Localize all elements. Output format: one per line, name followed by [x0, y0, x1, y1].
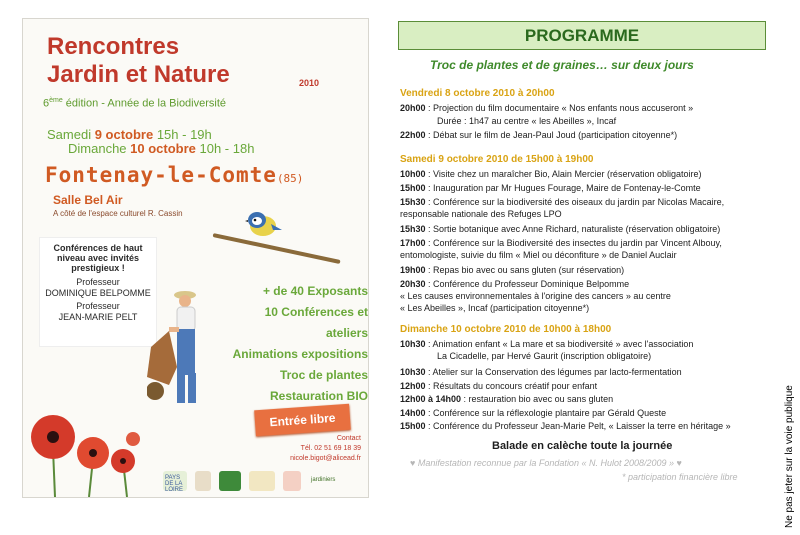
flyer-date-sunday: Dimanche 10 octobre 10h - 18h — [68, 141, 255, 156]
event-line: 15h00 : Conférence du Professeur Jean-Marie Pelt, « Laisser la terre en héritage » — [400, 421, 731, 431]
event-line: 10h00 : Visite chez un maraîcher Bio, Alain Mercier (réservation obligatoire) — [400, 169, 702, 179]
event-line: « Les causes environnementales à l'origine des cancers » au centre — [400, 291, 671, 301]
event-line: 15h30 : Sortie botanique avec Anne Richard, naturaliste (réservation obligatoire) — [400, 224, 721, 234]
event-line: 20h30 : Conférence du Professeur Dominique Belpomme — [400, 279, 630, 289]
invite-intro: Conférences de haut niveau avec invités prestigieux ! — [53, 243, 143, 273]
event-line: La Cicadelle, par Hervé Gaurit (inscription obligatoire) — [437, 351, 652, 361]
feature-item: Troc de plantes — [279, 368, 368, 382]
contact-label: Contact — [336, 435, 361, 442]
blue-tit-bird-icon — [245, 208, 283, 240]
day-heading-friday: Vendredi 8 octobre 2010 à 20h00 — [400, 88, 555, 99]
region-logo-text: PAYS DE LA LOIRE — [165, 475, 184, 493]
flyer-date-saturday: Samedi 9 octobre 15h - 19h — [47, 127, 212, 142]
event-line: 20h00 : Projection du film documentaire « Nos enfants nous accuseront » — [400, 103, 694, 113]
partner-logo — [219, 471, 241, 491]
contact-block — [271, 434, 361, 464]
flyer-title — [47, 33, 230, 89]
prof2-title: Professeur — [76, 301, 120, 311]
partner-logo — [249, 471, 275, 491]
event-line: 10h30 : Atelier sur la Conservation des légumes par lacto-fermentation — [400, 367, 682, 377]
day-heading-saturday: Samedi 9 octobre 2010 de 15h00 à 19h00 — [400, 154, 594, 165]
event-line: 14h00 : Conférence sur la réflexologie plantaire par Gérald Queste — [400, 408, 667, 418]
feature-item: Restauration BIO — [269, 389, 368, 403]
disposal-notice: Ne pas jeter sur la voie publique — [784, 385, 795, 528]
free-entry-badge: Entrée libre — [254, 404, 351, 437]
partner-logo — [283, 471, 301, 491]
flyer-venue-detail: A côté de l'espace culturel R. Cassin — [53, 209, 183, 218]
event-line: 22h00 : Débat sur le film de Jean-Paul Joud (participation citoyenne*) — [400, 130, 678, 140]
gardener-wheelbarrow-illustration — [147, 287, 217, 427]
programme-title: PROGRAMME — [398, 21, 766, 50]
event-line: entomologiste, suivie du film « Miel ou déconfiture » de Daniel Auclair — [400, 250, 677, 260]
poppies-illustration — [23, 399, 153, 497]
flyer-edition: 6ème édition - Année de la Biodiversité — [43, 97, 227, 110]
event-line: 17h00 : Conférence sur la Biodiversité des insectes du jardin par Vincent Albouy, — [400, 238, 722, 248]
carriage-ride-note: Balade en calèche toute la journée — [492, 440, 673, 452]
invited-speakers-box — [39, 237, 157, 347]
feature-item: 10 Conférences et ateliers — [264, 305, 368, 340]
participation-note: * participation financière libre — [622, 472, 738, 482]
flyer-year: 2010 — [299, 78, 320, 88]
event-line: « Les Abeilles », Incaf (participation citoyenne*) — [400, 303, 590, 313]
prof1-name: DOMINIQUE BELPOMME — [45, 288, 151, 298]
contact-phone: Tél. 02 51 69 18 39 — [300, 445, 361, 452]
prof1-title: Professeur — [76, 277, 120, 287]
day-heading-sunday: Dimanche 10 octobre 2010 de 10h00 à 18h00 — [400, 324, 612, 335]
flyer-venue: Salle Bel Air — [53, 193, 123, 207]
event-line: responsable nationale des Refuges LPO — [400, 209, 562, 219]
event-line: 12h00 : Résultats du concours créatif pour enfant — [400, 381, 598, 391]
event-line: 12h00 à 14h00 : restauration bio avec ou sans gluten — [400, 394, 614, 404]
event-line: Durée : 1h47 au centre « les Abeilles », Incaf — [437, 116, 617, 126]
prof2-name: JEAN-MARIE PELT — [58, 312, 138, 322]
flyer-title-line2: Jardin et Nature — [47, 61, 230, 88]
sponsor-logos — [163, 471, 363, 493]
features-list — [228, 281, 368, 407]
event-flyer — [22, 18, 369, 498]
event-line: 10h30 : Animation enfant « La mare et sa biodiversité » avec l'association — [400, 339, 694, 349]
event-line: 19h00 : Repas bio avec ou sans gluten (sur réservation) — [400, 265, 625, 275]
jardiniers-logo: jardiniers — [311, 477, 336, 483]
flyer-title-line1: Rencontres — [47, 33, 180, 60]
feature-item: Animations expositions — [232, 347, 368, 361]
event-line: 15h00 : Inauguration par Mr Hugues Fourage, Maire de Fontenay-le-Comte — [400, 183, 701, 193]
programme-subtitle: Troc de plantes et de graines… sur deux jours — [430, 58, 694, 72]
foundation-note: ♥ Manifestation reconnue par la Fondation « N. Hulot 2008/2009 » ♥ — [410, 458, 682, 468]
event-line: 15h30 : Conférence sur la biodiversité des oiseaux du jardin par Nicolas Macaire, — [400, 197, 725, 207]
partner-logo — [195, 471, 211, 491]
flyer-town: Fontenay-le-Comte(85) — [45, 163, 304, 187]
contact-email: nicole.bigot@alicead.fr — [290, 455, 361, 462]
feature-item: + de 40 Exposants — [262, 284, 368, 298]
